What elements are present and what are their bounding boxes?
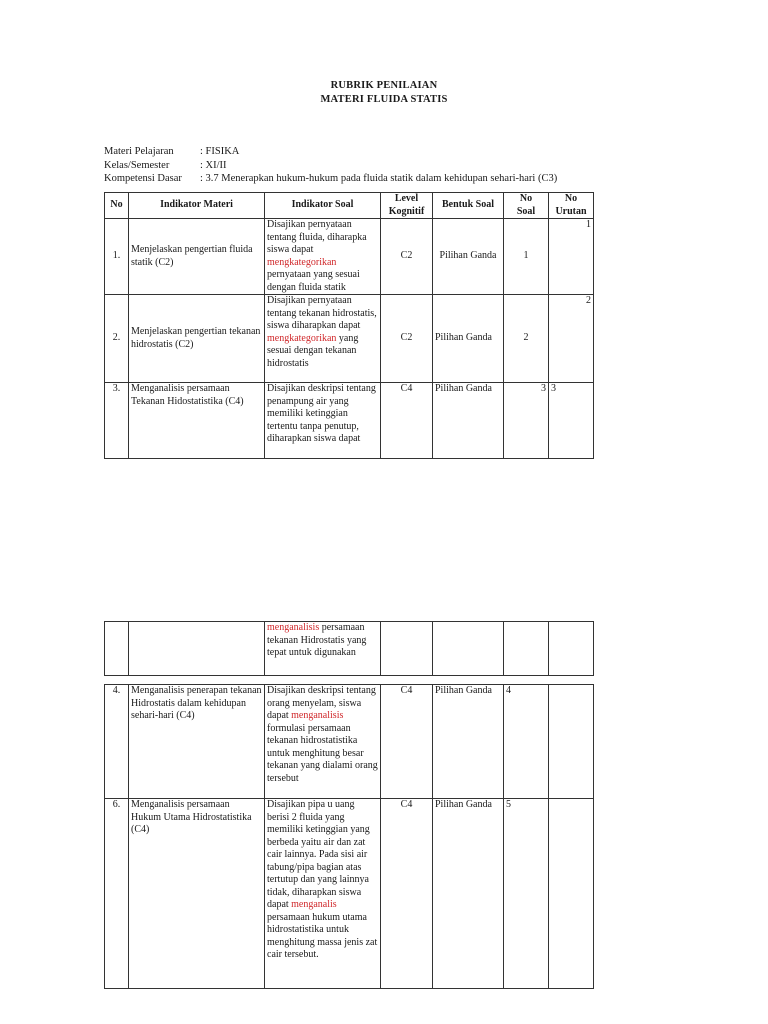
- meta-kd-value: : 3.7 Menerapkan hukum-hukum pada fluida statik dalam kehidupan sehari-hari (C3): [200, 173, 558, 184]
- meta-kelas-label: Kelas/Semester: [104, 160, 170, 171]
- meta-kelas-value: : XI/II: [200, 160, 227, 171]
- row-no: 1.: [105, 219, 129, 295]
- meta-kd-label: Kompetensi Dasar: [104, 173, 182, 184]
- header-indikator-soal: Indikator Soal: [265, 193, 381, 219]
- soal-text-pre: Disajikan pernyataan tentang fluida, diharapka siswa dapat: [267, 219, 367, 255]
- header-level-line1: Level: [394, 193, 419, 204]
- header-indikator-materi: Indikator Materi: [129, 193, 265, 219]
- row-bentuk: Pilihan Ganda: [433, 383, 504, 459]
- row-bentuk: Pilihan Ganda: [433, 685, 504, 799]
- row-level: C4: [381, 383, 433, 459]
- meta-kelas: [104, 160, 227, 171]
- table-row: [105, 799, 594, 989]
- row-indikator-soal: Disajikan deskripsi tentang penampung air yang memiliki ketinggian tertentu tanpa penutup, diharapkan siswa dapat: [265, 383, 381, 459]
- row-no-soal: 5: [504, 799, 549, 989]
- header-level-kognitif: [381, 193, 433, 219]
- row-indikator-materi: Menjelaskan pengertian fluida statik (C2): [129, 219, 265, 295]
- row-bentuk: Pilihan Ganda: [433, 295, 504, 383]
- soal-verb: mengkategorikan: [267, 256, 337, 268]
- table-row: [105, 383, 594, 459]
- table-row: [105, 295, 594, 383]
- meta-mapel-value: : FISIKA: [200, 146, 240, 157]
- row-indikator-soal: [265, 295, 381, 383]
- meta-mapel: [104, 146, 239, 157]
- rubrik-table-part1: [104, 192, 594, 459]
- soal-text-post: persamaan hukum utama hidrostatistika untuk menghitung massa jenis zat cair tersebut.: [267, 911, 378, 960]
- row-indikator-materi: Menganalisis penerapan tekanan Hidrostatis dalam kehidupan sehari-hari (C4): [129, 685, 265, 799]
- row-level: C4: [381, 685, 433, 799]
- header-nosoal-line1: No: [519, 193, 533, 204]
- row-no-soal: 4: [504, 685, 549, 799]
- table-row: [105, 685, 594, 799]
- row-no-soal: 1: [504, 219, 549, 295]
- cont-bentuk: [433, 622, 504, 676]
- soal-text-pre: Disajikan pernyataan tentang tekanan hidrostatis, siswa diharapkan dapat: [267, 295, 377, 331]
- meta-mapel-label: Materi Pelajaran: [104, 146, 174, 157]
- soal-verb: menganalis: [291, 899, 337, 910]
- header-no: No: [105, 193, 129, 219]
- row-urutan: 1: [549, 219, 594, 295]
- soal-text-post: persamaan tekanan Hidrostatis yang tepat untuk digunakan: [267, 622, 367, 658]
- row-no: 4.: [105, 685, 129, 799]
- row-urutan: [549, 685, 594, 799]
- cont-no: [105, 622, 129, 676]
- row-no: 3.: [105, 383, 129, 459]
- meta-kd: [104, 173, 557, 184]
- row-bentuk: Pilihan Ganda: [433, 219, 504, 295]
- row-level: C2: [381, 219, 433, 295]
- header-urutan-line2: Urutan: [555, 205, 587, 217]
- rubrik-table-part2: [104, 621, 594, 676]
- cont-no-soal: [504, 622, 549, 676]
- header-bentuk-soal: Bentuk Soal: [433, 193, 504, 219]
- row-no: 2.: [105, 295, 129, 383]
- soal-verb: menganalisis: [291, 710, 344, 721]
- document-subtitle: MATERI FLUIDA STATIS: [320, 94, 448, 105]
- cont-indikator-materi: [129, 622, 265, 676]
- row-level: C4: [381, 799, 433, 989]
- row-no-soal: 2: [504, 295, 549, 383]
- row-urutan: [549, 799, 594, 989]
- header-nosoal-line2: Soal: [516, 205, 536, 217]
- rubrik-table-part3: [104, 684, 594, 989]
- soal-text-post: pernyataan yang sesuai dengan fluida statik: [267, 269, 360, 293]
- row-indikator-materi: Menganalisis persamaan Hukum Utama Hidrostatistika (C4): [129, 799, 265, 989]
- row-indikator-soal: [265, 685, 381, 799]
- soal-text-pre: Disajikan pipa u uang berisi 2 fluida yang memiliki ketinggian yang berbeda yaitu air dan zat cair lainnya. Pada sisi air tabung/pipa bagian atas tertutup dan yang lainnya tidak, diharapkan siswa dapat: [267, 799, 370, 910]
- soal-verb: mengkategorikan: [267, 332, 337, 344]
- cont-level: [381, 622, 433, 676]
- header-level-line2: Kognitif: [388, 205, 425, 217]
- row-bentuk: Pilihan Ganda: [433, 799, 504, 989]
- document-title: RUBRIK PENILAIAN: [330, 80, 438, 91]
- cont-urutan: [549, 622, 594, 676]
- row-level: C2: [381, 295, 433, 383]
- row-indikator-materi: Menganalisis persamaan Tekanan Hidostatistika (C4): [129, 383, 265, 459]
- cont-indikator-soal: [265, 622, 381, 676]
- row-indikator-soal: [265, 799, 381, 989]
- row-urutan: 2: [549, 295, 594, 383]
- row-indikator-materi: Menjelaskan pengertian tekanan hidrostatis (C2): [129, 295, 265, 383]
- row-no-soal: 3: [504, 383, 549, 459]
- header-no-urutan: [549, 193, 594, 219]
- soal-text-post: yang sesuai dengan tekanan hidrostatis: [267, 332, 359, 369]
- row-indikator-soal: [265, 219, 381, 295]
- header-no-soal: [504, 193, 549, 219]
- soal-text-post: formulasi persamaan tekanan hidrostatistika untuk menghitung besar tekanan yang dialami orang tersebut: [267, 722, 378, 784]
- soal-verb: menganalisis: [267, 622, 320, 633]
- soal-text-pre: Disajikan deskripsi tentang orang menyelam, siswa dapat: [267, 685, 376, 721]
- row-no: 6.: [105, 799, 129, 989]
- table-row-continuation: [105, 622, 594, 676]
- header-urutan-line1: No: [564, 193, 578, 204]
- table-row: [105, 219, 594, 295]
- row-urutan: 3: [549, 383, 594, 459]
- table-header-row: [105, 193, 594, 219]
